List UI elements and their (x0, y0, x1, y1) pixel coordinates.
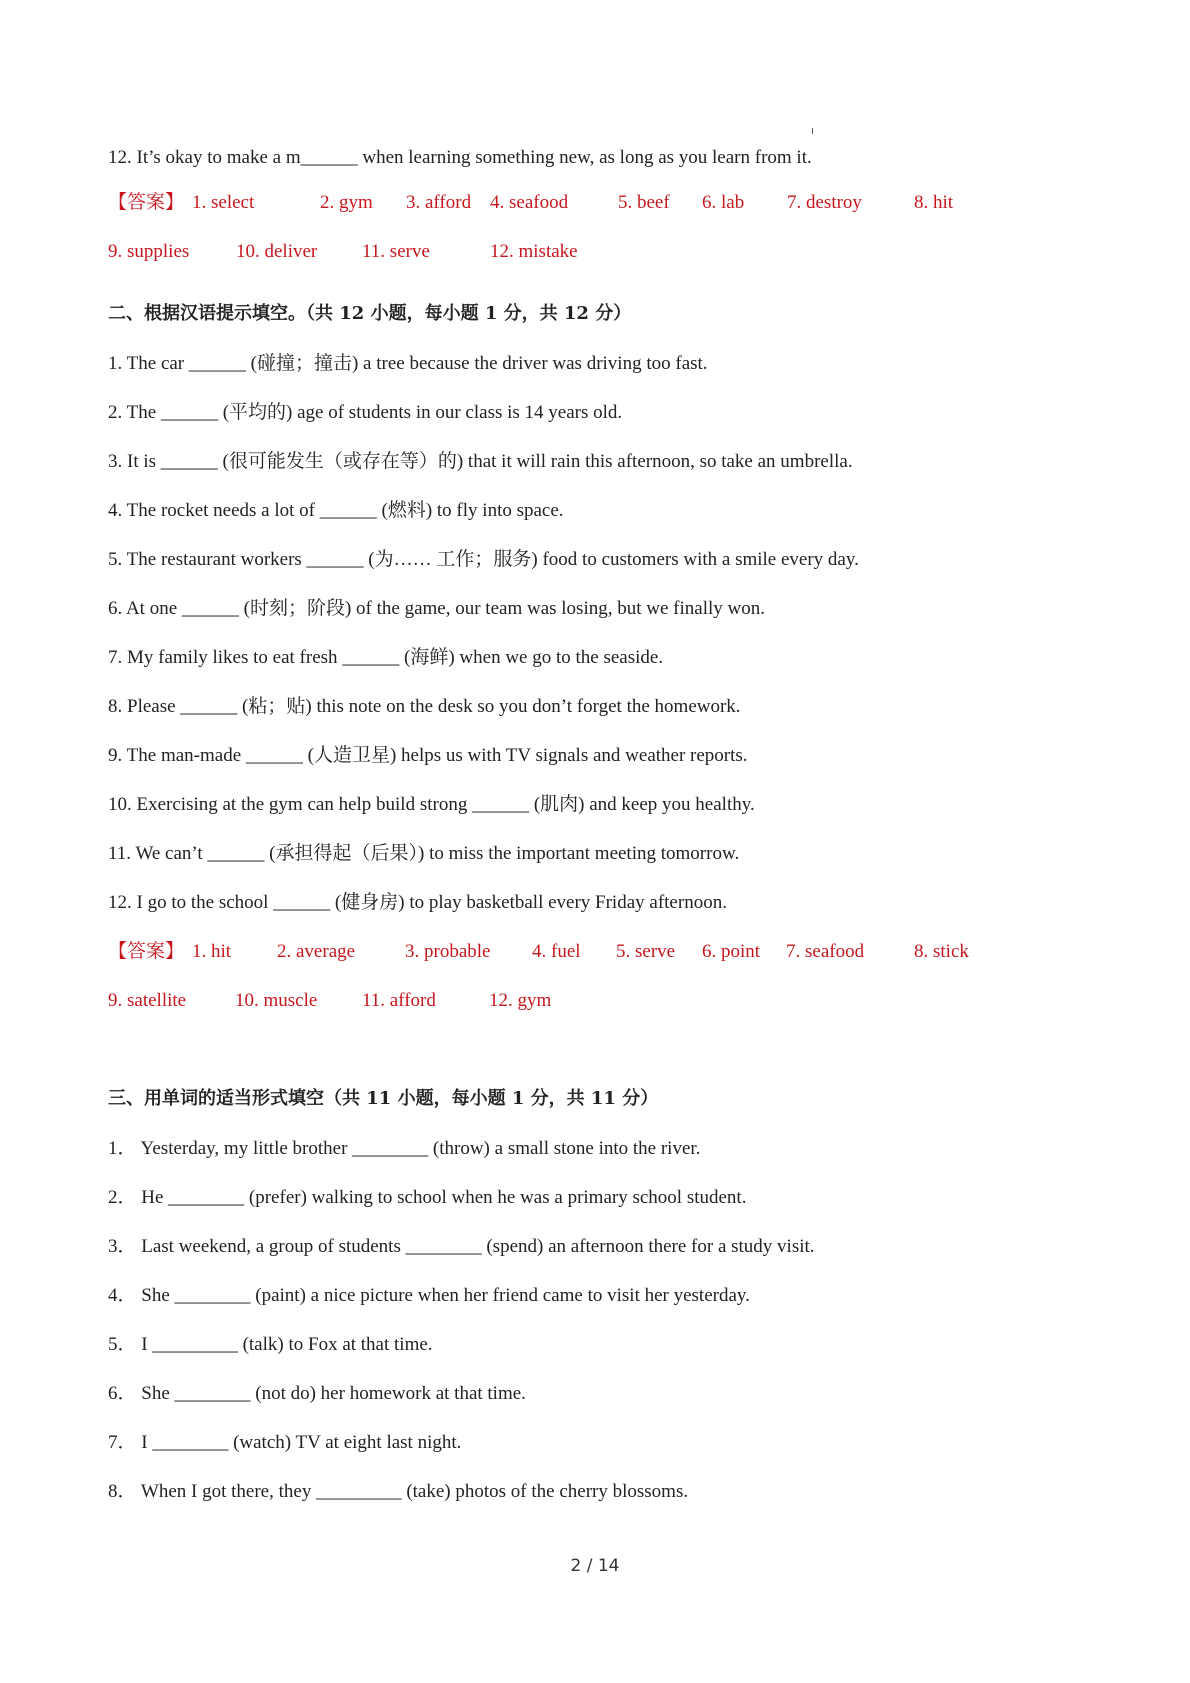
s3-question: 7． I ________ (watch) TV at eight last night. (108, 1432, 462, 1453)
answer-item: 3. afford (406, 192, 472, 213)
answer-key-row-2 (108, 240, 1008, 264)
answer-item: 5. beef (618, 192, 670, 213)
s2-question: 10. Exercising at the gym can help build strong ______ (肌肉) and keep you healthy. (108, 794, 755, 815)
answer-item: 10. muscle (235, 990, 318, 1011)
answer-item: 11. serve (362, 241, 430, 262)
section-2-heading: 二、根据汉语提示填空。（共 12 小题，每小题 1 分，共 12 分） (108, 303, 632, 324)
answer-key-row-1 (108, 940, 1028, 964)
answer-item: 2. average (277, 941, 356, 962)
s3-question: 8． When I got there, they _________ (take) photos of the cherry blossoms. (108, 1481, 689, 1502)
s3-question: 2． He ________ (prefer) walking to school when he was a primary school student. (108, 1187, 747, 1208)
answer-label: 【答案】 (108, 941, 185, 962)
answer-item: 9. supplies (108, 241, 190, 262)
s2-question: 3. It is ______ (很可能发生（或存在等）的) that it will rain this afternoon, so take an umbrella. (108, 451, 853, 472)
answer-item: 7. seafood (786, 941, 865, 962)
answer-item: 8. stick (914, 941, 969, 962)
answer-item: 7. destroy (787, 192, 862, 213)
answer-item: 5. serve (616, 941, 676, 962)
s2-question: 5. The restaurant workers ______ (为…… 工作；服务) food to customers with a smile every day. (108, 549, 859, 570)
answer-item: 12. gym (489, 990, 552, 1011)
answer-item: 6. point (702, 941, 761, 962)
answer-item: 1. select (192, 192, 255, 213)
answer-item: 11. afford (362, 990, 436, 1011)
s2-question: 11. We can’t ______ (承担得起（后果）) to miss the important meeting tomorrow. (108, 843, 740, 864)
s3-question: 4． She ________ (paint) a nice picture when her friend came to visit her yesterday. (108, 1285, 750, 1306)
s2-question: 1. The car ______ (碰撞；撞击) a tree because the driver was driving too fast. (108, 353, 708, 374)
answer-item: 2. gym (320, 192, 373, 213)
answer-item: 8. hit (914, 192, 954, 213)
answer-item: 4. fuel (532, 941, 581, 962)
s2-question: 2. The ______ (平均的) age of students in our class is 14 years old. (108, 402, 623, 423)
answer-item: 1. hit (192, 941, 232, 962)
answer-item: 3. probable (405, 941, 491, 962)
answer-item: 9. satellite (108, 990, 187, 1011)
s3-question: 3． Last weekend, a group of students ________ (spend) an afternoon there for a study visit. (108, 1236, 815, 1257)
s2-question: 4. The rocket needs a lot of ______ (燃料) to fly into space. (108, 500, 564, 521)
answer-key-row-2 (108, 989, 1008, 1013)
answer-key-row-1 (108, 191, 1008, 215)
page-number: 2 / 14 (570, 1556, 620, 1576)
section-3-heading: 三、用单词的适当形式填空（共 11 小题，每小题 1 分，共 11 分） (108, 1088, 659, 1109)
question-12-mistake: 12. It’s okay to make a m______ when learning something new, as long as you learn from it. (108, 147, 812, 168)
s2-question: 8. Please ______ (粘；贴) this note on the desk so you don’t forget the homework. (108, 696, 741, 717)
page-mark (812, 128, 813, 134)
s3-question: 5． I _________ (talk) to Fox at that time. (108, 1334, 433, 1355)
s2-question: 12. I go to the school ______ (健身房) to play basketball every Friday afternoon. (108, 892, 727, 913)
answer-item: 10. deliver (236, 241, 318, 262)
s3-question: 1． Yesterday, my little brother ________ (throw) a small stone into the river. (108, 1138, 701, 1159)
s2-question: 6. At one ______ (时刻；阶段) of the game, our team was losing, but we finally won. (108, 598, 765, 619)
answer-label: 【答案】 (108, 192, 185, 213)
s2-question: 9. The man-made ______ (人造卫星) helps us with TV signals and weather reports. (108, 745, 748, 766)
answer-item: 12. mistake (490, 241, 578, 262)
s3-question: 6． She ________ (not do) her homework at that time. (108, 1383, 526, 1404)
s2-question: 7. My family likes to eat fresh ______ (海鲜) when we go to the seaside. (108, 647, 664, 668)
answer-item: 4. seafood (490, 192, 569, 213)
answer-item: 6. lab (702, 192, 745, 213)
